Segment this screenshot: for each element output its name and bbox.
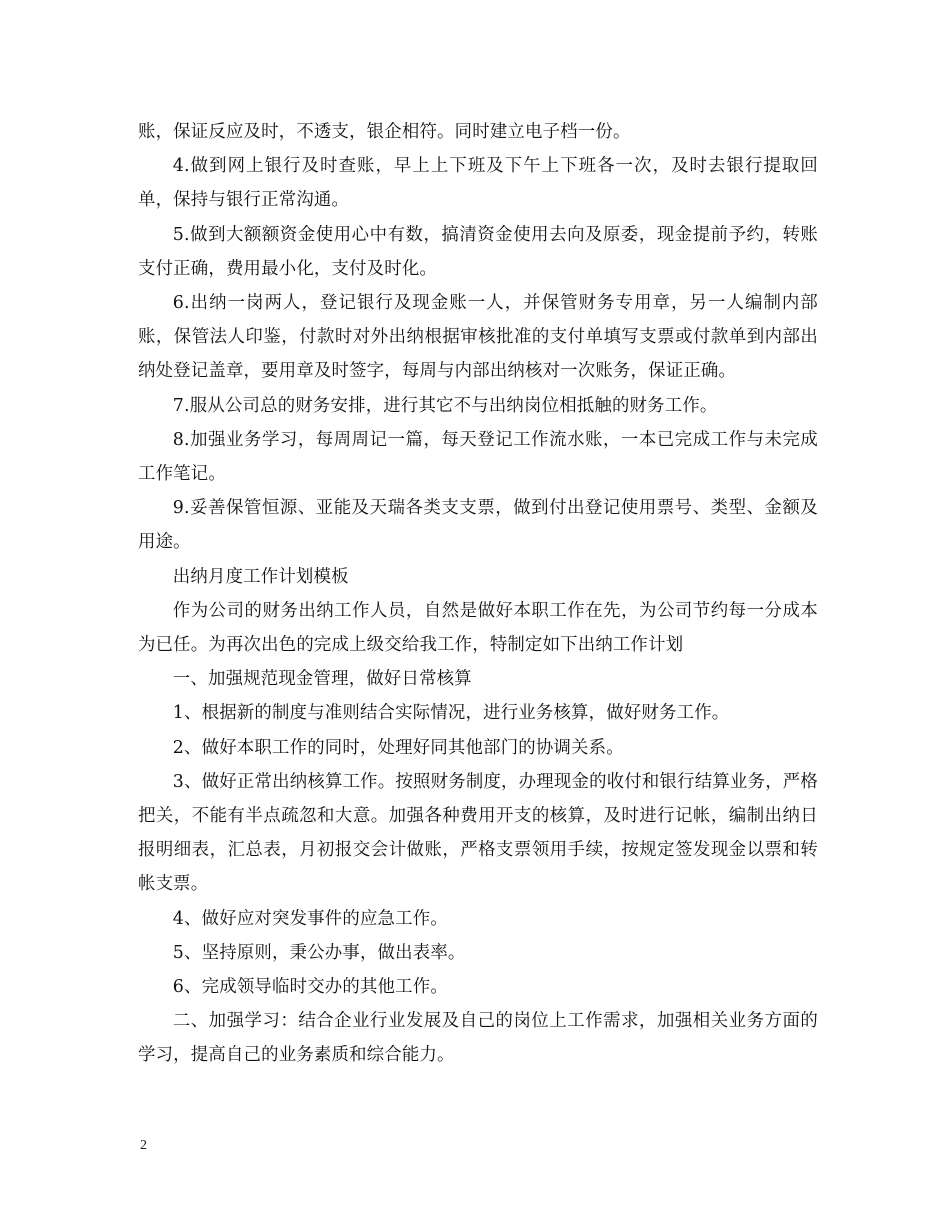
paragraph-continuation: 账，保证反应及时，不透支，银企相符。同时建立电子档一份。 — [138, 122, 631, 142]
paragraph-sub-3: 3、做好正常出纳核算工作。按照财务制度，办理现金的收付和银行结算业务，严格把关，不能有半点疏忽和大意。加强各种费用开支的核算，及时进行记帐，编制出纳日报明细表，汇总表，月初报交会计做账，严格支票领用手续，按规定签发现金以票和转帐支票。 — [138, 771, 818, 895]
paragraph-item-6: 6.出纳一岗两人，登记银行及现金账一人，并保管财务专用章，另一人编制内部账，保管法人印鉴，付款时对外出纳根据审核批准的支付单填写支票或付款单到内部出纳处登记盖章，要用章及时签字，每周与内部出纳核对一次账务，保证正确。 — [138, 293, 818, 382]
paragraph-item-4: 4.做到网上银行及时查账，早上上下班及下午上下班各一次，及时去银行提取回单，保持与银行正常沟通。 — [138, 156, 818, 211]
document-body — [138, 115, 818, 1073]
paragraph-item-8: 8.加强业务学习，每周周记一篇，每天登记工作流水账，一本已完成工作与未完成工作笔记。 — [138, 429, 818, 485]
paragraph-item-7: 7.服从公司总的财务安排，进行其它不与出纳岗位相抵触的财务工作。 — [172, 395, 718, 416]
paragraph-item-5: 5.做到大额额资金使用心中有数，搞清资金使用去向及原委，现金提前予约，转账支付正确，费用最小化，支付及时化。 — [138, 224, 818, 279]
section-heading-1: 一、加强规范现金管理，做好日常核算 — [172, 669, 472, 690]
paragraph-sub-1: 1、根据新的制度与准则结合实际情况，进行业务核算，做好财务工作。 — [172, 703, 730, 724]
paragraph-sub-2: 2、做好本职工作的同时，处理好同其他部门的协调关系。 — [172, 737, 624, 758]
section-heading-template: 出纳月度工作计划模板 — [172, 566, 349, 587]
paragraph-intro: 作为公司的财务出纳工作人员，自然是做好本职工作在先，为公司节约每一分成本为已任。为再次出色的完成上级交给我工作，特制定如下出纳工作计划 — [138, 600, 818, 656]
paragraph-sub-6: 6、完成领导临时交办的其他工作。 — [172, 977, 448, 998]
paragraph-sub-5: 5、坚持原则，秉公办事，做出表率。 — [172, 942, 466, 963]
paragraph-sub-4: 4、做好应对突发事件的应急工作。 — [172, 908, 448, 929]
section-heading-2: 二、加强学习：结合企业行业发展及自己的岗位上工作需求，加强相关业务方面的学习，提高自己的业务素质和综合能力。 — [138, 1011, 818, 1066]
paragraph-item-9: 9.妥善保管恒源、亚能及天瑞各类支支票，做到付出登记使用票号、类型、金额及用途。 — [138, 498, 818, 553]
page-number: 2 — [140, 1138, 147, 1153]
